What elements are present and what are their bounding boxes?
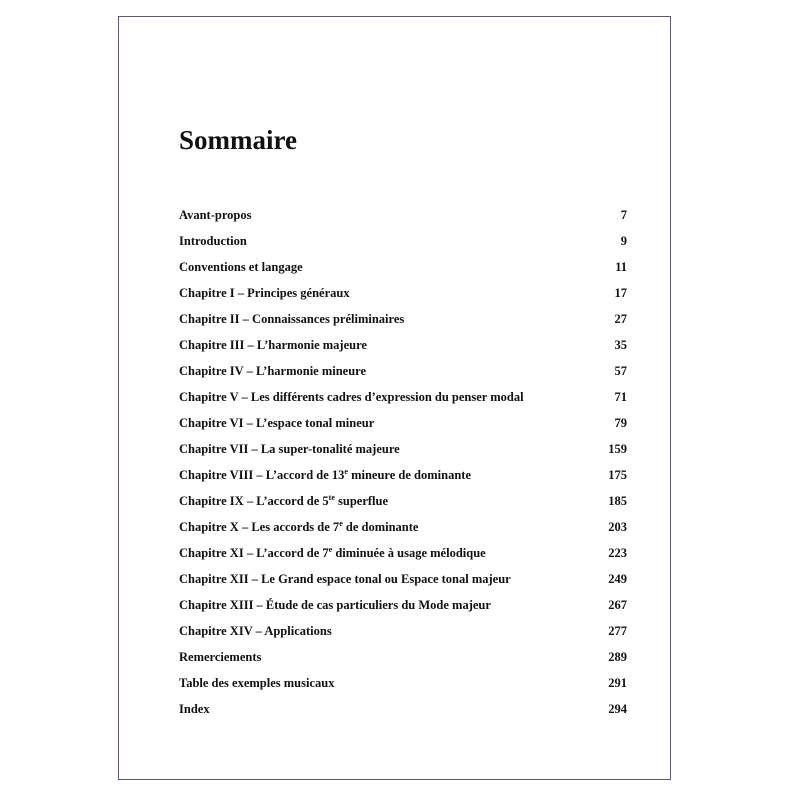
toc-entry-title — [179, 696, 210, 722]
toc-entry-title — [179, 514, 418, 540]
toc-entry-page-number: 294 — [608, 702, 627, 716]
toc-entry — [179, 306, 627, 332]
toc-entry-superscript: e — [344, 466, 348, 476]
toc-entry — [179, 592, 627, 618]
toc-entry-superscript: e — [328, 544, 333, 554]
toc-entry-title — [179, 644, 261, 670]
toc-entry-title — [179, 436, 400, 462]
toc-entry — [179, 618, 627, 644]
toc-entry-superscript: te — [328, 492, 335, 502]
toc-entry-title — [179, 358, 366, 384]
toc-entry — [179, 670, 627, 696]
toc-entry-title-text: Chapitre VIII – L’accord de 13 — [179, 468, 345, 482]
table-of-contents — [179, 202, 627, 722]
toc-entry-title-text: Chapitre VI – L’espace tonal mineur — [179, 416, 375, 430]
toc-entry-page-number: 267 — [608, 598, 627, 612]
toc-entry — [179, 358, 627, 384]
page-title: Sommaire — [179, 125, 297, 155]
toc-entry-title — [179, 488, 388, 514]
toc-entry-title-text: Chapitre III – L’harmonie majeure — [179, 338, 367, 352]
toc-entry-title-rest: mineure de dominante — [347, 468, 472, 482]
toc-entry-page-number: 9 — [620, 234, 627, 248]
toc-entry-superscript: e — [339, 518, 343, 528]
toc-entry — [179, 696, 627, 722]
toc-entry-page-number: 27 — [614, 312, 627, 326]
toc-entry-title-text: Chapitre V – Les différents cadres d’expression du penser modal — [179, 390, 524, 404]
toc-entry-title — [179, 566, 511, 592]
toc-entry — [179, 202, 627, 228]
toc-entry-title — [179, 618, 332, 644]
toc-entry-page-number: 291 — [608, 676, 627, 690]
toc-entry-title-text: Chapitre XI – L’accord de 7 — [179, 546, 329, 560]
toc-entry-title-text: Conventions et langage — [179, 260, 303, 274]
toc-entry-page-number: 35 — [614, 338, 627, 352]
toc-entry — [179, 566, 627, 592]
toc-entry — [179, 462, 627, 488]
toc-entry — [179, 384, 627, 410]
toc-entry-page-number: 7 — [620, 208, 627, 222]
toc-entry — [179, 332, 627, 358]
toc-entry-title-text: Chapitre I – Principes généraux — [179, 286, 350, 300]
toc-entry-page-number: 71 — [614, 390, 627, 404]
toc-entry-page-number: 203 — [608, 520, 627, 534]
toc-entry-title-text: Chapitre IV – L’harmonie mineure — [179, 364, 367, 378]
toc-entry-title — [179, 202, 251, 228]
toc-entry-page-number: 249 — [608, 572, 627, 586]
toc-entry — [179, 488, 627, 514]
toc-entry-title — [179, 332, 367, 358]
toc-entry-title-text: Chapitre X – Les accords de 7 — [179, 520, 340, 534]
toc-entry-title — [179, 410, 374, 436]
toc-entry-title-text: Index — [179, 702, 210, 716]
toc-entry-page-number: 223 — [608, 546, 627, 560]
toc-entry-page-number: 11 — [615, 260, 627, 274]
toc-entry-page-number: 79 — [614, 416, 627, 430]
toc-entry-title — [179, 670, 334, 696]
toc-entry-title-text: Chapitre XII – Le Grand espace tonal ou Espace tonal majeur — [179, 572, 511, 586]
toc-entry-page-number: 57 — [614, 364, 627, 378]
toc-entry — [179, 540, 627, 566]
toc-entry-title-text: Introduction — [179, 234, 247, 248]
toc-entry-title — [179, 462, 471, 488]
toc-entry-title-text: Table des exemples musicaux — [179, 676, 335, 690]
toc-entry-page-number: 175 — [608, 468, 627, 482]
toc-entry-page-number: 17 — [614, 286, 627, 300]
toc-entry-title-rest: diminuée à usage mélodique — [332, 546, 486, 560]
toc-entry-title — [179, 540, 486, 566]
toc-entry-title-text: Remerciements — [179, 650, 262, 664]
toc-entry — [179, 436, 627, 462]
toc-entry — [179, 514, 627, 540]
toc-entry-title-text: Chapitre II – Connaissances préliminaires — [179, 312, 405, 326]
toc-entry — [179, 254, 627, 280]
toc-entry-title-text: Avant-propos — [179, 208, 252, 222]
toc-entry-title — [179, 280, 350, 306]
toc-entry-title — [179, 306, 404, 332]
toc-entry-page-number: 289 — [608, 650, 627, 664]
toc-entry — [179, 228, 627, 254]
toc-entry-title-text: Chapitre XIII – Étude de cas particuliers du Mode majeur — [179, 598, 491, 612]
toc-entry — [179, 410, 627, 436]
toc-entry — [179, 644, 627, 670]
toc-entry-title-text: Chapitre XIV – Applications — [179, 624, 332, 638]
toc-entry-title — [179, 384, 524, 410]
toc-entry-title-rest: superflue — [334, 494, 388, 508]
toc-entry-title — [179, 254, 303, 280]
toc-entry-page-number: 185 — [608, 494, 627, 508]
toc-entry-title-rest: de dominante — [342, 520, 419, 534]
toc-entry-title-text: Chapitre IX – L’accord de 5 — [179, 494, 329, 508]
toc-entry-title — [179, 592, 491, 618]
toc-entry-title — [179, 228, 247, 254]
toc-entry-page-number: 277 — [608, 624, 627, 638]
toc-entry-title-text: Chapitre VII – La super-tonalité majeure — [179, 442, 400, 456]
toc-entry-page-number: 159 — [608, 442, 627, 456]
toc-entry — [179, 280, 627, 306]
